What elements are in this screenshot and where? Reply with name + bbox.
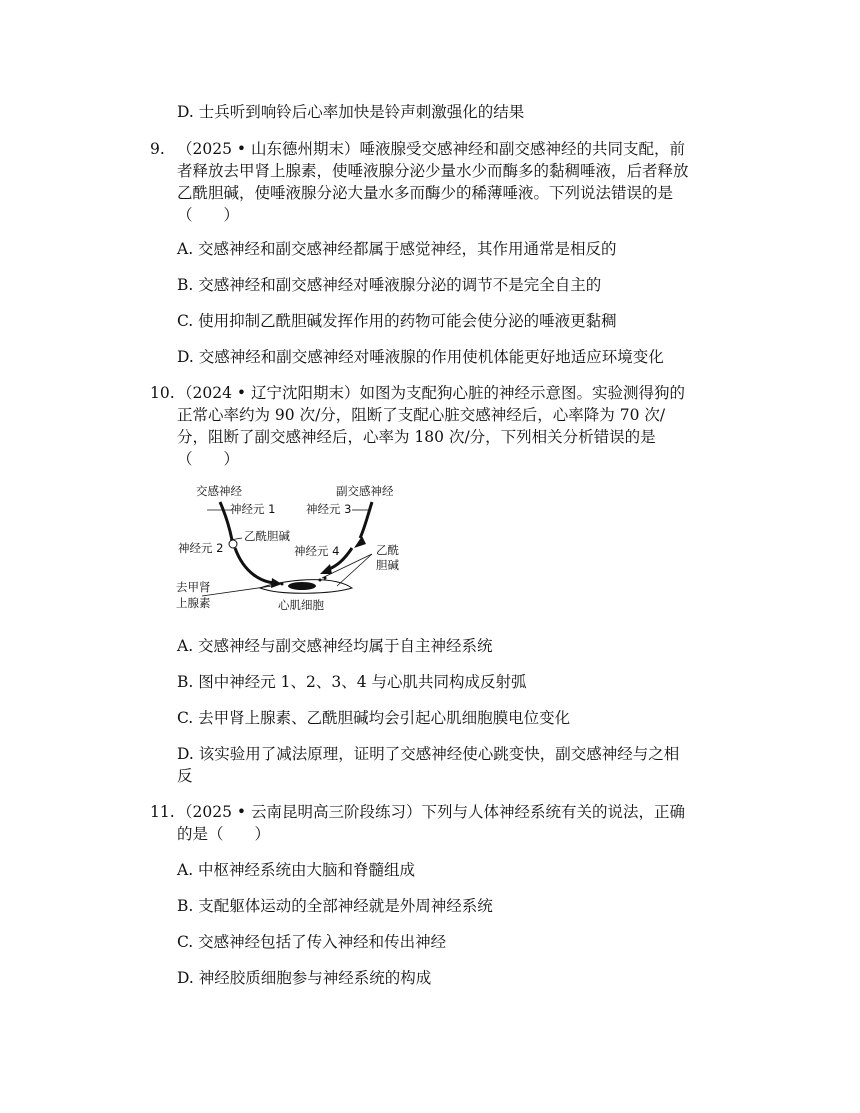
q10-number: 10. <box>150 384 175 402</box>
label-ach-left: 乙酰胆碱 <box>244 529 290 543</box>
leader-line <box>202 586 272 596</box>
label-ne-1: 去甲肾 <box>176 580 211 594</box>
q10-option-c: C. 去甲肾上腺素、乙酰胆碱均会引起心肌细胞膜电位变化 <box>177 709 571 727</box>
q11-stem-line-1: （2025 • 云南昆明高三阶段练习）下列与人体神经系统有关的说法，正确 <box>177 803 685 821</box>
sympathetic-postganglionic-fiber <box>235 548 277 583</box>
q9-option-a: A. 交感神经和副交感神经都属于感觉神经，其作用通常是相反的 <box>177 240 617 258</box>
q11-stem-line-2: 的是（ ） <box>177 825 271 843</box>
vesicle-icon <box>319 579 322 582</box>
heart-nerve-diagram <box>172 478 412 618</box>
label-neuron1: 神经元 1 <box>230 502 276 516</box>
label-neuron3: 神经元 3 <box>306 502 352 516</box>
q9-stem-line-1: （2025 • 山东德州期末）唾液腺受交感神经和副交感神经的共同支配，前 <box>177 140 685 158</box>
q10-stem-line-1: （2024 • 辽宁沈阳期末）如图为支配狗心脏的神经示意图。实验测得狗的 <box>177 384 685 402</box>
label-parasympathetic: 副交感神经 <box>336 484 394 498</box>
q11-option-b: B. 支配躯体运动的全部神经就是外周神经系统 <box>177 897 493 915</box>
q10-option-d-cont: 反 <box>177 767 193 785</box>
label-sympathetic: 交感神经 <box>196 484 242 498</box>
parasympathetic-end-arrow-icon <box>320 564 332 574</box>
q9-answer-bracket: （ ） <box>177 206 240 224</box>
q9-option-d: D. 交感神经和副交感神经对唾液腺的作用使机体能更好地适应环境变化 <box>177 348 664 366</box>
q10-stem-line-2: 正常心率约为 90 次/分，阻断了支配心脏交感神经后，心率降为 70 次/ <box>177 406 666 424</box>
q10-option-b: B. 图中神经元 1、2、3、4 与心肌共同构成反射弧 <box>177 673 527 691</box>
q11-option-a: A. 中枢神经系统由大脑和脊髓组成 <box>177 861 416 879</box>
q9-stem-line-2: 者释放去甲肾上腺素，使唾液腺分泌少量水少而酶多的黏稠唾液，后者释放 <box>177 162 689 180</box>
prev-option-d: D. 士兵听到响铃后心率加快是铃声刺激强化的结果 <box>177 103 525 121</box>
sympathetic-synapse-icon <box>229 540 237 548</box>
label-ach-right-1: 乙酰 <box>376 543 399 557</box>
q10-stem-line-3: 分，阻断了副交感神经后，心率为 180 次/分，下列相关分析错误的是 <box>177 428 656 446</box>
label-neuron4: 神经元 4 <box>294 544 340 558</box>
q9-option-b: B. 交感神经和副交感神经对唾液腺分泌的调节不是完全自主的 <box>177 276 602 294</box>
q9-stem-line-3: 乙酰胆碱，使唾液腺分泌大量水多而酶少的稀薄唾液。下列说法错误的是 <box>177 184 674 202</box>
vesicle-icon <box>281 583 284 586</box>
q11-option-c: C. 交感神经包括了传入神经和传出神经 <box>177 933 447 951</box>
q9-option-c: C. 使用抑制乙酰胆碱发挥作用的药物可能会使分泌的唾液更黏稠 <box>177 312 617 330</box>
q10-option-d: D. 该实验用了减法原理，证明了交感神经使心跳变快，副交感神经与之相 <box>177 745 680 763</box>
label-ne-2: 上腺素 <box>176 596 211 610</box>
q10-option-a: A. 交感神经与副交感神经均属于自主神经系统 <box>177 637 493 655</box>
label-ach-right-2: 胆碱 <box>376 558 399 572</box>
cardiac-cell-nucleus <box>288 582 316 590</box>
label-cardiac-cell: 心肌细胞 <box>278 598 324 612</box>
q11-option-d: D. 神经胶质细胞参与神经系统的构成 <box>177 969 432 987</box>
q9-number: 9. <box>150 140 165 158</box>
parasympathetic-preganglionic-fiber <box>360 502 372 538</box>
label-neuron2: 神经元 2 <box>178 541 224 555</box>
q11-number: 11. <box>150 803 175 821</box>
q10-answer-bracket: （ ） <box>177 450 240 468</box>
